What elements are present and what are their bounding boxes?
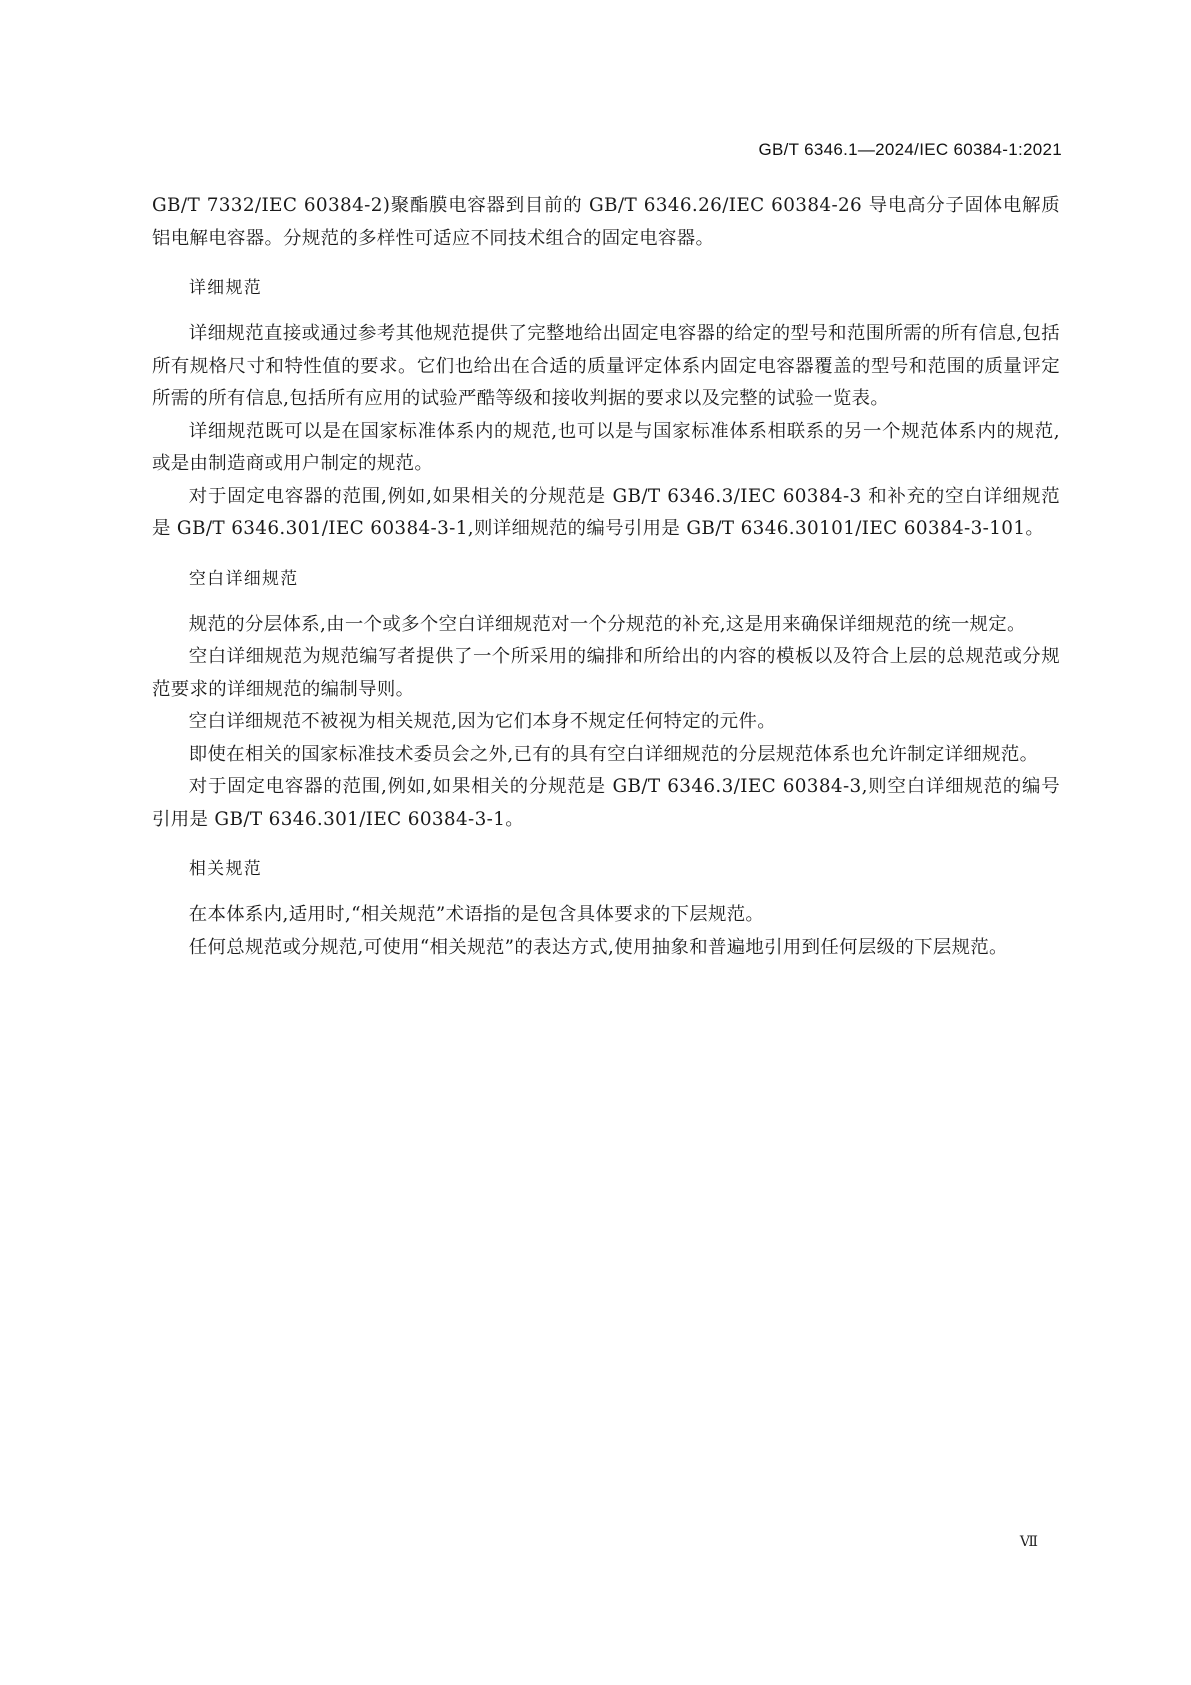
document-body — [152, 190, 1060, 964]
paragraph: 即使在相关的国家标准技术委员会之外,已有的具有空白详细规范的分层规范体系也允许制定详细规范。 — [188, 743, 1039, 765]
section-relevant-specification — [152, 854, 1060, 964]
page-number: Ⅶ — [1019, 1534, 1038, 1550]
continued-paragraph: GB/T 7332/IEC 60384-2)聚酯膜电容器到目前的 GB/T 6346.26/IEC 60384-26 导电高分子固体电解质铝电解电容器。分规范的多样性可适应不同技术组合的固定电容器。 — [152, 195, 1060, 249]
paragraph: 详细规范既可以是在国家标准体系内的规范,也可以是与国家标准体系相联系的另一个规范体系内的规范,或是由制造商或用户制定的规范。 — [152, 420, 1060, 474]
section-detail-specification — [152, 273, 1060, 546]
paragraph: 在本体系内,适用时,“相关规范”术语指的是包含具体要求的下层规范。 — [188, 904, 765, 925]
section-title: 详细规范 — [189, 277, 263, 297]
section-blank-detail-specification — [152, 564, 1060, 837]
paragraph: 详细规范直接或通过参考其他规范提供了完整地给出固定电容器的给定的型号和范围所需的所有信息,包括所有规格尺寸和特性值的要求。它们也给出在合适的质量评定体系内固定电容器覆盖的型号和范围的质量评定所需的所有信息,包括所有应用的试验严酷等级和接收判据的要求以及完整的试验一览表。 — [152, 323, 1060, 409]
section-title: 空白详细规范 — [189, 567, 299, 588]
paragraph: 空白详细规范不被视为相关规范,因为它们本身不规定任何特定的元件。 — [188, 711, 776, 732]
paragraph: 规范的分层体系,由一个或多个空白详细规范对一个分规范的补充,这是用来确保详细规范的统一规定。 — [188, 613, 1026, 635]
paragraph: 空白详细规范为规范编写者提供了一个所采用的编排和所给出的内容的模板以及符合上层的总规范或分规范要求的详细规范的编制导则。 — [152, 646, 1060, 700]
paragraph: 对于固定电容器的范围,例如,如果相关的分规范是 GB/T 6346.3/IEC 60384-3,则空白详细规范的编号引用是 GB/T 6346.301/IEC 60384-3-1。 — [152, 776, 1060, 830]
paragraph: 对于固定电容器的范围,例如,如果相关的分规范是 GB/T 6346.3/IEC 60384-3 和补充的空白详细规范是 GB/T 6346.301/IEC 60384-3-1,则详细规范的编号引用是 GB/T 6346.30101/IEC 60384-3-101。 — [152, 485, 1060, 539]
paragraph: 任何总规范或分规范,可使用“相关规范”的表达方式,使用抽象和普遍地引用到任何层级的下层规范。 — [188, 936, 1008, 958]
section-title: 相关规范 — [189, 858, 263, 878]
standard-id-header: GB/T 6346.1—2024/IEC 60384-1:2021 — [758, 140, 1062, 159]
